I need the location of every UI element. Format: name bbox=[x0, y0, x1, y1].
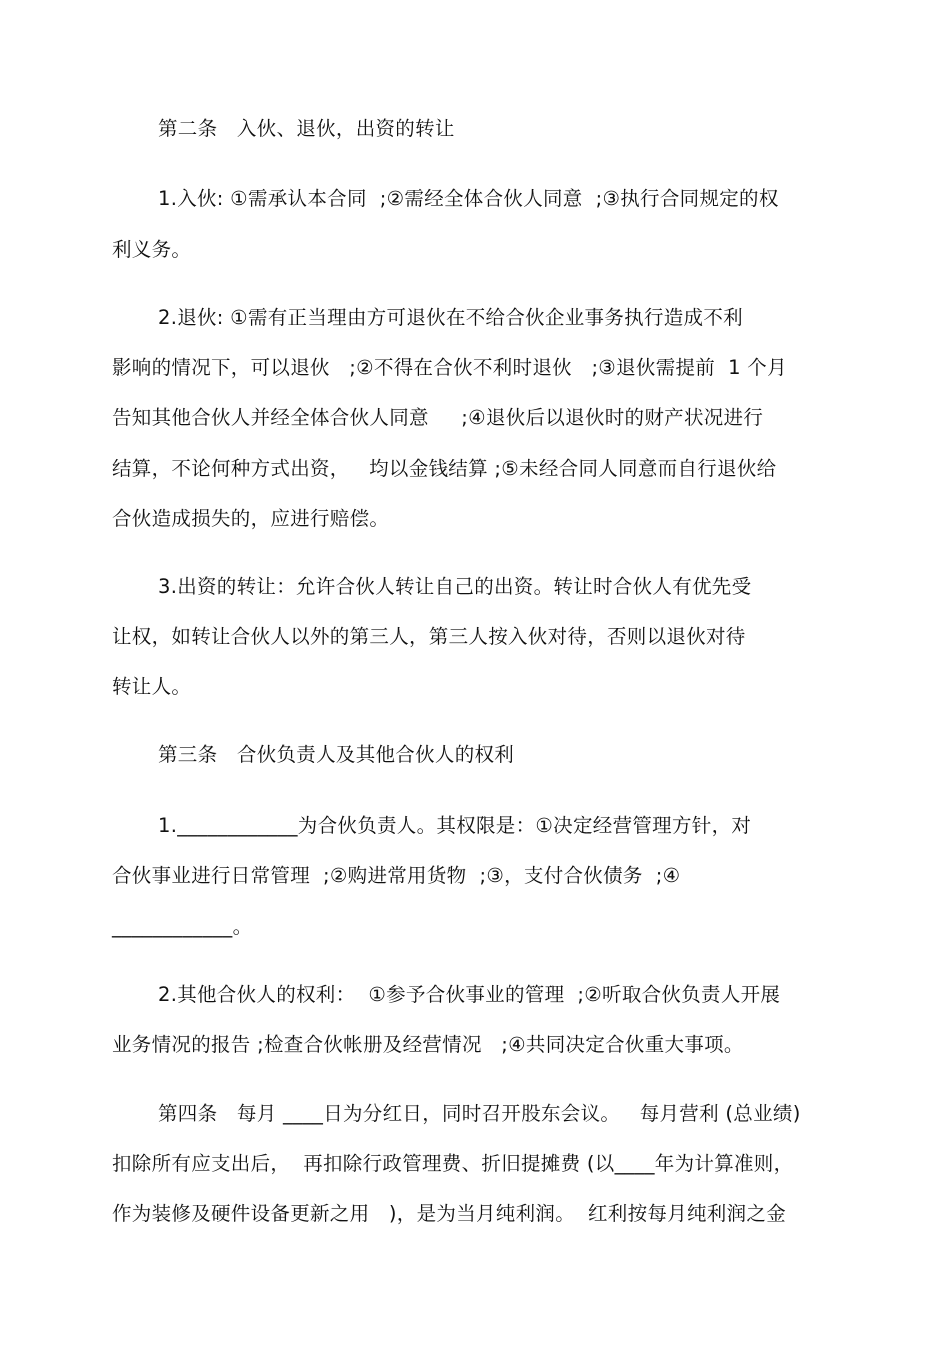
paragraph-line: 3.出资的转让：允许合伙人转让自己的出资。转让时合伙人有优先受 bbox=[158, 575, 752, 598]
paragraph-line: 转让人。 bbox=[112, 675, 192, 698]
paragraph-line: 结算，不论何种方式出资， 均以金钱结算 ;⑤未经合同人同意而自行退伙给 bbox=[112, 457, 777, 480]
paragraph-line: 1.____________为合伙负责人。其权限是：①决定经营管理方针，对 bbox=[158, 814, 752, 837]
paragraph-line: 影响的情况下，可以退伙 ;②不得在合伙不利时退伙 ;③退伙需提前 1 个月 bbox=[112, 356, 787, 379]
paragraph-line: 告知其他合伙人并经全体合伙人同意 ;④退伙后以退伙时的财产状况进行 bbox=[112, 406, 764, 429]
paragraph-line: 让权，如转让合伙人以外的第三人，第三人按入伙对待，否则以退伙对待 bbox=[112, 625, 746, 648]
paragraph-line: 利义务。 bbox=[112, 238, 192, 261]
paragraph-line: 2.退伙: ①需有正当理由方可退伙在不给合伙企业事务执行造成不利 bbox=[158, 306, 743, 329]
paragraph-line: 作为装修及硬件设备更新之用 )，是为当月纯利润。 红利按每月纯利润之金 bbox=[112, 1202, 787, 1225]
paragraph-line: 合伙事业进行日常管理 ;②购进常用货物 ;③，支付合伙债务 ;④ bbox=[112, 864, 681, 887]
paragraph-line: 1.入伙: ①需承认本合同 ;②需经全体合伙人同意 ;③执行合同规定的权 bbox=[158, 187, 779, 210]
paragraph-line: 合伙造成损失的，应进行赔偿。 bbox=[112, 507, 390, 530]
article-3-heading: 第三条 合伙负责人及其他合伙人的权利 bbox=[158, 743, 515, 766]
article-4-heading: 第四条 每月 ____日为分红日，同时召开股东会议。 每月营利 (总业绩) bbox=[158, 1102, 801, 1125]
article-2-heading: 第二条 入伙、退伙，出资的转让 bbox=[158, 117, 455, 140]
paragraph-line: 2.其他合伙人的权利： ①参予合伙事业的管理 ;②听取合伙负责人开展 bbox=[158, 983, 781, 1006]
paragraph-line: ____________。 bbox=[112, 915, 253, 938]
paragraph-line: 扣除所有应支出后， 再扣除行政管理费、折旧提摊费 (以____年为计算准则， bbox=[112, 1152, 794, 1175]
paragraph-line: 业务情况的报告 ;检查合伙帐册及经营情况 ;④共同决定合伙重大事项。 bbox=[112, 1033, 744, 1056]
